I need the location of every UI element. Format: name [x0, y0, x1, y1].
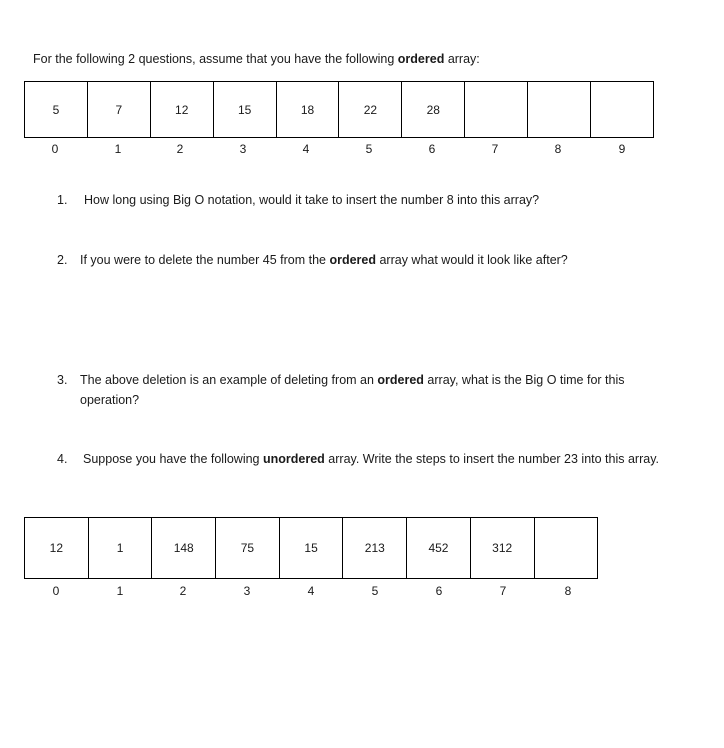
question-number: 2. — [57, 253, 68, 267]
array-cell: 148 — [151, 517, 216, 579]
array-cell — [464, 81, 528, 138]
array-cell — [527, 81, 591, 138]
array-index: 4 — [302, 142, 310, 156]
intro-text: For the following 2 questions, assume that you have the following ordered array: — [33, 52, 480, 66]
array-cell: 15 — [279, 517, 344, 579]
array-cell — [590, 81, 654, 138]
array-cell: 75 — [215, 517, 280, 579]
array-index: 9 — [618, 142, 626, 156]
ordered-array — [24, 81, 655, 138]
array-index: 1 — [114, 142, 122, 156]
unordered-array — [24, 517, 601, 579]
array-index: 8 — [554, 142, 562, 156]
question-text: The above deletion is an example of deleting from an ordered array, what is the Big O time for this operation? — [80, 373, 625, 407]
array-cell — [534, 517, 599, 579]
question-text: If you were to delete the number 45 from the ordered array what would it look like after? — [80, 253, 568, 267]
array-index: 0 — [52, 584, 60, 598]
array-index: 6 — [435, 584, 443, 598]
question-text: Suppose you have the following unordered array. Write the steps to insert the number 23 into this array. — [83, 452, 659, 466]
array-cell: 1 — [88, 517, 153, 579]
array-index: 7 — [499, 584, 507, 598]
array-cell: 7 — [87, 81, 151, 138]
question-number: 1. — [57, 193, 68, 207]
array-cell: 452 — [406, 517, 471, 579]
array-index: 3 — [243, 584, 251, 598]
question-number: 4. — [57, 452, 68, 466]
array-index: 1 — [116, 584, 124, 598]
array-index: 5 — [365, 142, 373, 156]
array-cell: 12 — [24, 517, 89, 579]
array-cell: 18 — [276, 81, 340, 138]
question-text: How long using Big O notation, would it take to insert the number 8 into this array? — [84, 193, 540, 207]
array-index: 0 — [51, 142, 59, 156]
array-cell: 22 — [338, 81, 402, 138]
array-index: 7 — [491, 142, 499, 156]
array-index: 8 — [564, 584, 572, 598]
array-cell: 15 — [213, 81, 277, 138]
array-cell: 312 — [470, 517, 535, 579]
array-index: 4 — [307, 584, 315, 598]
array-index: 2 — [176, 142, 184, 156]
array-cell: 28 — [401, 81, 465, 138]
array-cell: 213 — [342, 517, 407, 579]
intro-bold: ordered — [397, 52, 445, 66]
array-index: 5 — [371, 584, 379, 598]
array-cell: 12 — [150, 81, 214, 138]
array-index: 6 — [428, 142, 436, 156]
question-number: 3. — [57, 373, 68, 387]
array-cell: 5 — [24, 81, 88, 138]
array-index: 3 — [239, 142, 247, 156]
array-index: 2 — [179, 584, 187, 598]
